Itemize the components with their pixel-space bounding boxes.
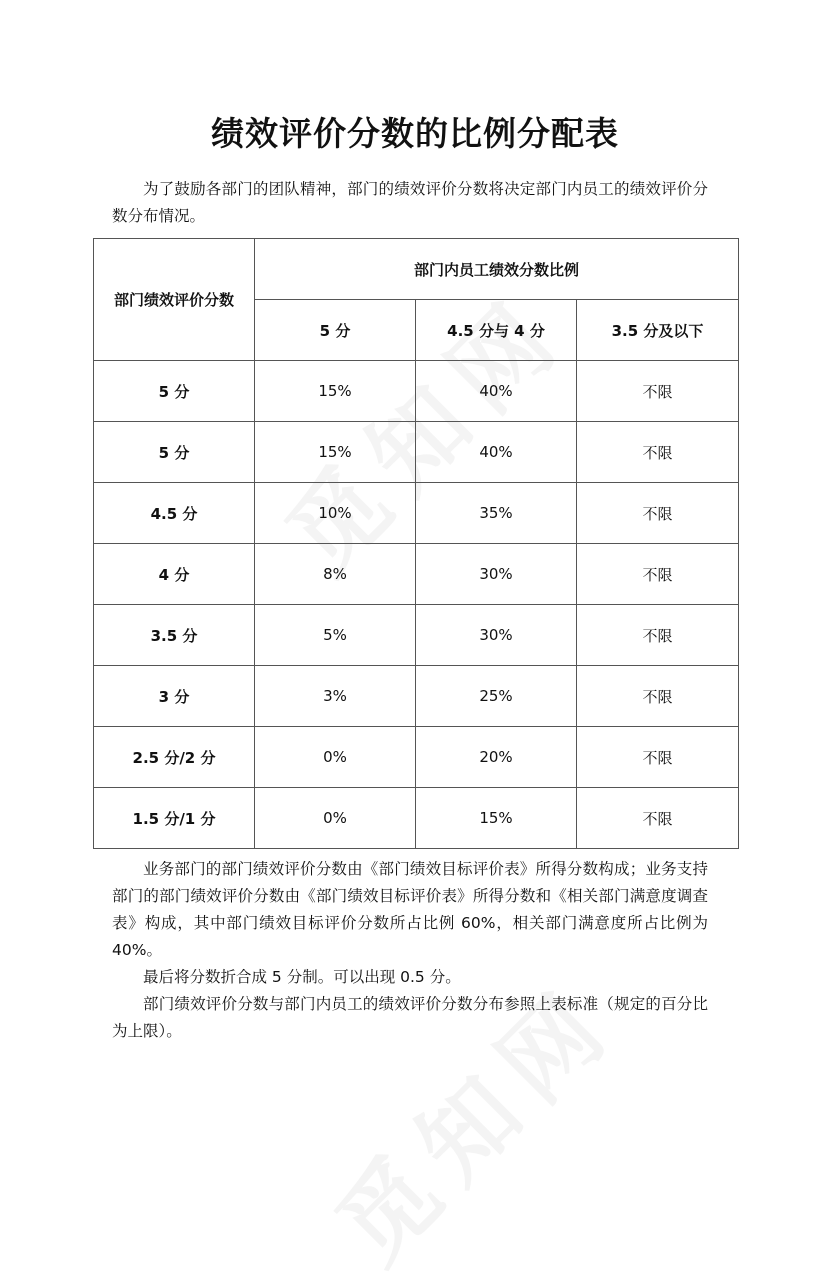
intro-paragraph: 为了鼓励各部门的团队精神，部门的绩效评价分数将决定部门内员工的绩效评价分数分布情况。 xyxy=(112,180,708,225)
table-row xyxy=(94,788,739,849)
group-header-cell: 部门内员工绩效分数比例 xyxy=(255,239,739,300)
table-row xyxy=(94,666,739,727)
notes-paragraph: 最后将分数折合成 5 分制。可以出现 0.5 分。 xyxy=(143,968,461,986)
ratio-cell: 不限 xyxy=(577,361,739,422)
dept-score-cell: 3.5 分 xyxy=(94,605,255,666)
ratio-cell: 不限 xyxy=(577,422,739,483)
ratio-cell: 8% xyxy=(255,544,416,605)
ratio-cell: 35% xyxy=(416,483,577,544)
column-header: 5 分 xyxy=(255,300,416,361)
ratio-cell: 40% xyxy=(416,361,577,422)
dept-score-cell: 5 分 xyxy=(94,422,255,483)
ratio-cell: 不限 xyxy=(577,605,739,666)
table-row xyxy=(94,361,739,422)
ratio-cell: 40% xyxy=(416,422,577,483)
ratio-cell: 不限 xyxy=(577,483,739,544)
dept-score-cell: 1.5 分/1 分 xyxy=(94,788,255,849)
ratio-cell: 不限 xyxy=(577,544,739,605)
ratio-cell: 3% xyxy=(255,666,416,727)
notes-section xyxy=(112,856,708,1045)
ratio-cell: 0% xyxy=(255,788,416,849)
ratio-cell: 10% xyxy=(255,483,416,544)
table-row xyxy=(94,483,739,544)
ratio-cell: 30% xyxy=(416,605,577,666)
ratio-cell: 25% xyxy=(416,666,577,727)
ratio-cell: 15% xyxy=(255,361,416,422)
column-header: 4.5 分与 4 分 xyxy=(416,300,577,361)
table-row xyxy=(94,422,739,483)
table-row xyxy=(94,727,739,788)
dept-score-cell: 2.5 分/2 分 xyxy=(94,727,255,788)
dept-score-cell: 5 分 xyxy=(94,361,255,422)
dept-score-cell: 3 分 xyxy=(94,666,255,727)
notes-paragraph: 业务部门的部门绩效评价分数由《部门绩效目标评价表》所得分数构成；业务支持部门的部门绩效评价分数由《部门绩效目标评价表》所得分数和《相关部门满意度调查表》构成，其中部门绩效目标评价分数所占比例 60%，相关部门满意度所占比例为 40%。 xyxy=(112,860,708,959)
dept-score-cell: 4 分 xyxy=(94,544,255,605)
dept-score-cell: 4.5 分 xyxy=(94,483,255,544)
table-row xyxy=(94,544,739,605)
ratio-cell: 0% xyxy=(255,727,416,788)
column-header: 3.5 分及以下 xyxy=(577,300,739,361)
ratio-cell: 5% xyxy=(255,605,416,666)
ratio-cell: 15% xyxy=(255,422,416,483)
ratio-cell: 不限 xyxy=(577,727,739,788)
ratio-cell: 20% xyxy=(416,727,577,788)
notes-paragraph: 部门绩效评价分数与部门内员工的绩效评价分数分布参照上表标准（规定的百分比为上限）。 xyxy=(112,995,708,1040)
ratio-cell: 15% xyxy=(416,788,577,849)
ratio-table xyxy=(93,238,739,849)
ratio-cell: 30% xyxy=(416,544,577,605)
page-title: 绩效评价分数的比例分配表 xyxy=(211,114,619,153)
row-header-cell: 部门绩效评价分数 xyxy=(94,239,255,361)
table-row xyxy=(94,605,739,666)
ratio-cell: 不限 xyxy=(577,788,739,849)
ratio-cell: 不限 xyxy=(577,666,739,727)
